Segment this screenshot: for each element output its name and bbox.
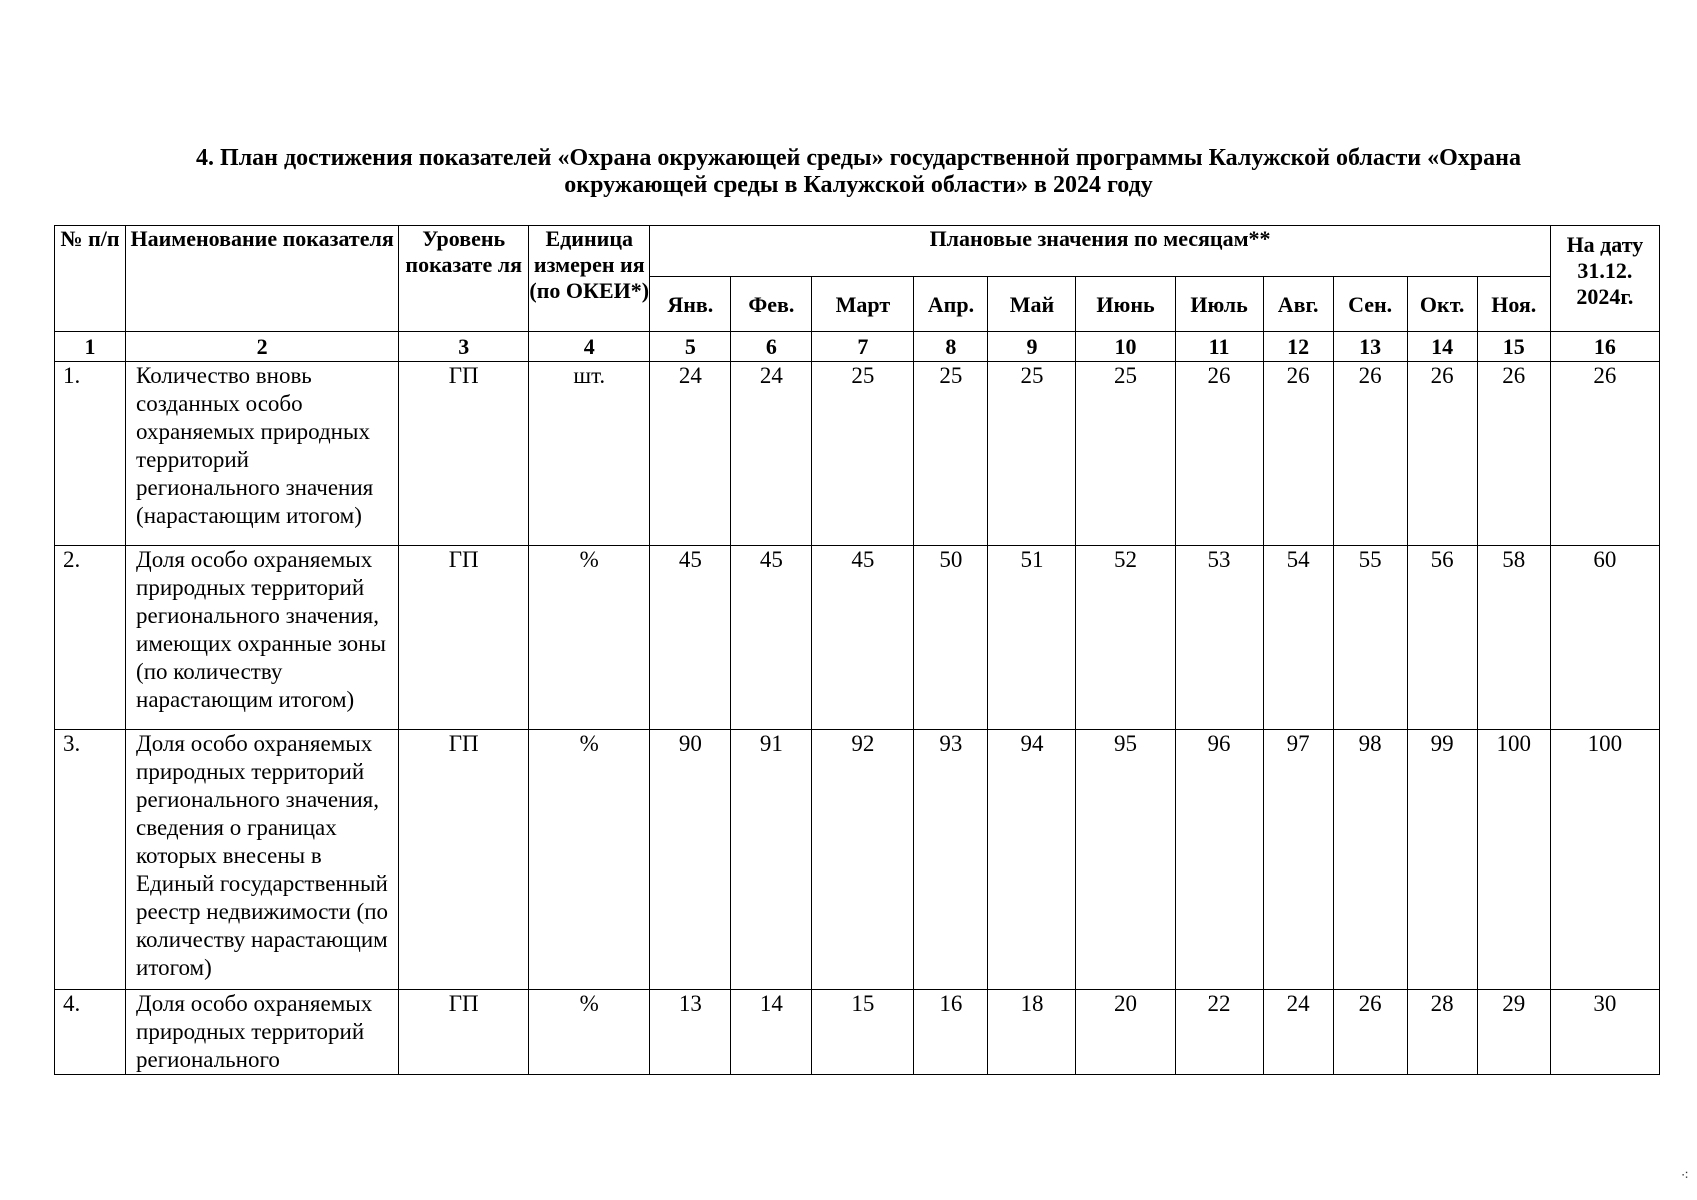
header-end-date: На дату 31.12. 2024г. [1550, 226, 1659, 332]
table-row [55, 990, 1660, 1075]
month-header: Ноя. [1477, 277, 1550, 332]
monthly-value: 45 [812, 546, 914, 730]
monthly-value: 28 [1407, 990, 1477, 1075]
monthly-value: 24 [1263, 990, 1333, 1075]
column-number: 5 [650, 332, 731, 362]
monthly-value: 25 [812, 362, 914, 546]
monthly-value: 98 [1333, 730, 1407, 990]
monthly-value: 26 [1175, 362, 1263, 546]
monthly-value: 18 [988, 990, 1076, 1075]
monthly-value: 53 [1175, 546, 1263, 730]
column-number: 13 [1333, 332, 1407, 362]
header-indicator-name: Наименование показателя [126, 226, 399, 332]
indicator-level: ГП [399, 362, 529, 546]
monthly-value: 24 [731, 362, 812, 546]
monthly-value: 56 [1407, 546, 1477, 730]
month-header: Фев. [731, 277, 812, 332]
indicator-unit: шт. [529, 362, 650, 546]
column-number: 7 [812, 332, 914, 362]
monthly-value: 16 [914, 990, 988, 1075]
indicator-unit: % [529, 990, 650, 1075]
corner-mark: ⁖ [1680, 1169, 1689, 1184]
month-header: Сен. [1333, 277, 1407, 332]
monthly-value: 52 [1076, 546, 1175, 730]
indicator-level: ГП [399, 730, 529, 990]
month-header: Июль [1175, 277, 1263, 332]
monthly-value: 26 [1407, 362, 1477, 546]
monthly-value: 15 [812, 990, 914, 1075]
monthly-value: 96 [1175, 730, 1263, 990]
header-indicator-level: Уровень показате ля [399, 226, 529, 332]
monthly-value: 25 [1076, 362, 1175, 546]
column-number: 16 [1550, 332, 1659, 362]
row-number: 3. [55, 730, 126, 990]
column-number: 1 [55, 332, 126, 362]
month-header: Янв. [650, 277, 731, 332]
monthly-value: 50 [914, 546, 988, 730]
month-header: Апр. [914, 277, 988, 332]
indicator-unit: % [529, 730, 650, 990]
column-number: 2 [126, 332, 399, 362]
header-planned-values: Плановые значения по месяцам** [650, 226, 1551, 277]
year-end-value: 30 [1550, 990, 1659, 1075]
monthly-value: 13 [650, 990, 731, 1075]
monthly-value: 25 [988, 362, 1076, 546]
monthly-value: 100 [1477, 730, 1550, 990]
column-number: 4 [529, 332, 650, 362]
table-row [55, 362, 1660, 546]
column-number: 11 [1175, 332, 1263, 362]
indicator-level: ГП [399, 546, 529, 730]
column-number: 3 [399, 332, 529, 362]
month-header: Июнь [1076, 277, 1175, 332]
monthly-value: 20 [1076, 990, 1175, 1075]
indicator-unit: % [529, 546, 650, 730]
monthly-value: 99 [1407, 730, 1477, 990]
month-header: Март [812, 277, 914, 332]
monthly-value: 26 [1333, 990, 1407, 1075]
column-numbers-row [55, 332, 1660, 362]
monthly-value: 91 [731, 730, 812, 990]
monthly-value: 26 [1477, 362, 1550, 546]
month-header: Окт. [1407, 277, 1477, 332]
column-number: 15 [1477, 332, 1550, 362]
indicator-name: Доля особо охраняемых природных территорий регионального [126, 990, 399, 1075]
indicator-name: Доля особо охраняемых природных территорий регионального значения, сведения о границах которых внесены в Единый государственный реестр недвижимости (по количеству нарастающим итогом) [126, 730, 399, 990]
monthly-value: 26 [1333, 362, 1407, 546]
header-unit: Единица измерен ия (по ОКЕИ*) [529, 226, 650, 332]
year-end-value: 100 [1550, 730, 1659, 990]
table-row [55, 546, 1660, 730]
header-number: № п/п [55, 226, 126, 332]
monthly-value: 93 [914, 730, 988, 990]
document-title-line-2: окружающей среды в Калужской области» в 2024 году [564, 172, 1153, 198]
monthly-value: 51 [988, 546, 1076, 730]
monthly-value: 97 [1263, 730, 1333, 990]
row-number: 4. [55, 990, 126, 1075]
row-number: 2. [55, 546, 126, 730]
row-number: 1. [55, 362, 126, 546]
monthly-value: 25 [914, 362, 988, 546]
column-number: 12 [1263, 332, 1333, 362]
monthly-value: 22 [1175, 990, 1263, 1075]
monthly-value: 92 [812, 730, 914, 990]
monthly-value: 26 [1263, 362, 1333, 546]
monthly-value: 45 [650, 546, 731, 730]
indicator-level: ГП [399, 990, 529, 1075]
monthly-value: 24 [650, 362, 731, 546]
column-number: 9 [988, 332, 1076, 362]
document-title [60, 145, 1657, 199]
indicator-name: Доля особо охраняемых природных территорий регионального значения, имеющих охранные зоны (по количеству нарастающим итогом) [126, 546, 399, 730]
indicator-plan-table [54, 225, 1660, 1075]
month-header: Авг. [1263, 277, 1333, 332]
monthly-value: 54 [1263, 546, 1333, 730]
column-number: 6 [731, 332, 812, 362]
monthly-value: 94 [988, 730, 1076, 990]
monthly-value: 90 [650, 730, 731, 990]
monthly-value: 58 [1477, 546, 1550, 730]
month-header: Май [988, 277, 1076, 332]
document-title-line-1: 4. План достижения показателей «Охрана окружающей среды» государственной программы Калужской области «Охрана [196, 145, 1521, 171]
column-number: 14 [1407, 332, 1477, 362]
year-end-value: 26 [1550, 362, 1659, 546]
monthly-value: 95 [1076, 730, 1175, 990]
year-end-value: 60 [1550, 546, 1659, 730]
monthly-value: 29 [1477, 990, 1550, 1075]
monthly-value: 14 [731, 990, 812, 1075]
column-number: 8 [914, 332, 988, 362]
column-number: 10 [1076, 332, 1175, 362]
indicator-name: Количество вновь созданных особо охраняемых природных территорий регионального значения (нарастающим итогом) [126, 362, 399, 546]
monthly-value: 55 [1333, 546, 1407, 730]
monthly-value: 45 [731, 546, 812, 730]
table-row [55, 730, 1660, 990]
